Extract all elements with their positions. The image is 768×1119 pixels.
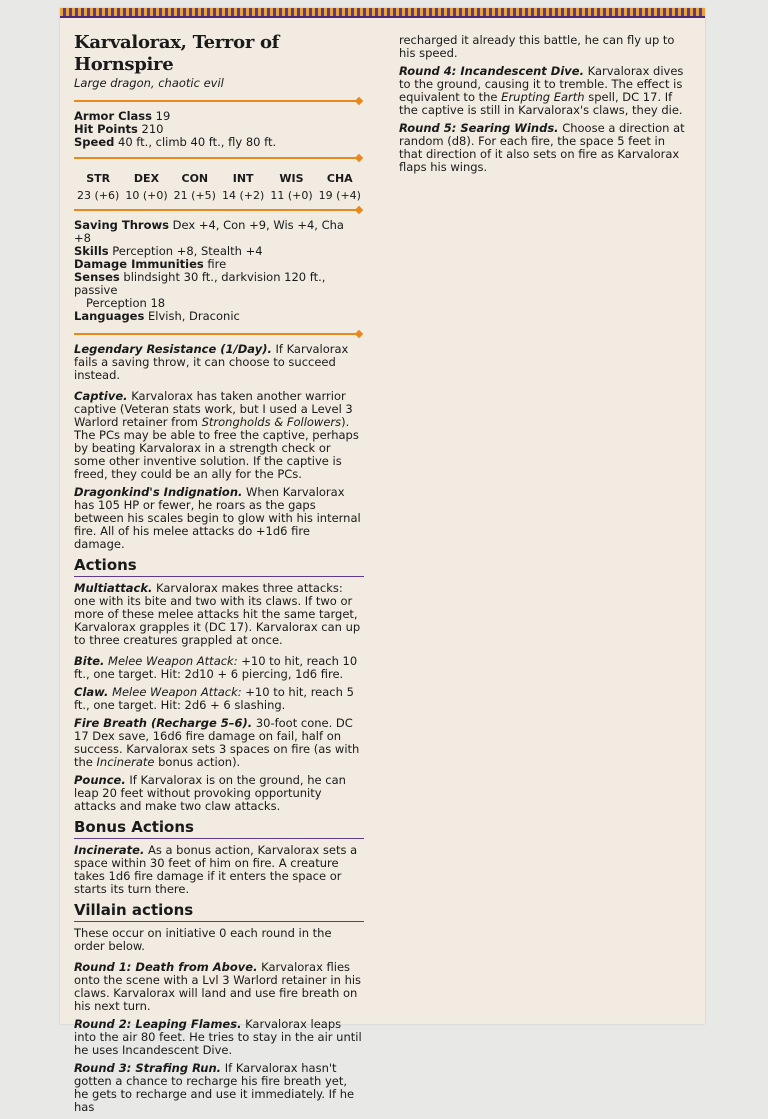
ability-dex: DEX 10 (+0) [125, 172, 168, 202]
monster-type: Large dragon, chaotic evil [74, 76, 224, 90]
trait-dragonkind-indignation: Dragonkind's Indignation. When Karvalorax has 105 HP or fewer, he roars as the gaps between his scales begin to glow with his internal fire. All of his melee attacks do +1d6 fire damage. [74, 485, 361, 551]
trait-legendary-resistance: Legendary Resistance (1/Day). If Karvalorax fails a saving throw, it can choose to succeed instead. [74, 342, 349, 382]
ability-scores [74, 171, 364, 205]
skills: Skills Perception +8, Stealth +4 [74, 244, 263, 258]
armor-class: Armor Class 19 [74, 109, 171, 123]
damage-immunities: Damage Immunities fire [74, 257, 227, 271]
left-column [74, 32, 364, 1119]
villain-intro: These occur on initiative 0 each round in the order below. [74, 926, 332, 953]
actions-heading: Actions [74, 556, 364, 577]
villain-round-4: Round 4: Incandescent Dive. Karvalorax dives to the ground, causing it to tremble. The effect is equivalent to the Erupting Earth spell, DC 17. If the captive is still in Karvalorax's claws, they die. [399, 64, 684, 117]
villain-round-2: Round 2: Leaping Flames. Karvalorax leaps into the air 80 feet. He tries to stay in the air until he uses Incandescent Dive. [74, 1017, 362, 1057]
action-pounce: Pounce. If Karvalorax is on the ground, he can leap 20 feet without provoking opportunity attacks and make two claw attacks. [74, 773, 346, 813]
villain-round-1: Round 1: Death from Above. Karvalorax flies onto the scene with a Lvl 3 Warlord retainer in his claws. Karvalorax will land and use fire breath on his next turn. [74, 960, 362, 1013]
trait-captive: Captive. Karvalorax has taken another warrior captive (Veteran stats work, but I used a Level 3 Warlord retainer from Strongholds & Followers). The PCs may be able to free the captive, perhaps by beating Karvalorax in a strength check or some other inventive solution. If the captive is freed, they could be an ally for the PCs. [74, 389, 359, 481]
divider-rule [74, 209, 360, 211]
right-column [399, 34, 691, 179]
divider-rule [74, 157, 360, 159]
speed: Speed 40 ft., climb 40 ft., fly 80 ft. [74, 135, 277, 149]
bonus-incinerate: Incinerate. As a bonus action, Karvalorax sets a space within 30 feet of him on fire. A creature takes 1d6 fire damage if it enters the space or starts its turn there. [74, 843, 358, 896]
villain-actions-heading: Villain actions [74, 901, 364, 922]
page-top-border [60, 8, 705, 18]
action-claw: Claw. Melee Weapon Attack: +10 to hit, reach 5 ft., one target. Hit: 2d6 + 6 slashing. [74, 685, 354, 712]
senses: Senses blindsight 30 ft., darkvision 120 ft., passive Perception 18 [74, 270, 326, 310]
languages: Languages Elvish, Draconic [74, 309, 240, 323]
ability-cha: CHA 19 (+4) [318, 172, 361, 202]
hit-points: Hit Points 210 [74, 122, 164, 136]
ability-con: CON 21 (+5) [173, 172, 216, 202]
action-multiattack: Multiattack. Karvalorax makes three attacks: one with its bite and two with its claws. If two or more of these melee attacks hit the same target, Karvalorax grapples it (DC 17). Karvalorax can up to three creatures grappled at once. [74, 581, 361, 647]
divider-rule [74, 333, 360, 335]
action-fire-breath: Fire Breath (Recharge 5–6). 30-foot cone. DC 17 Dex save, 16d6 fire damage on fail, half on success. Karvalorax sets 3 spaces on fire (as with the Incinerate bonus action). [74, 716, 360, 769]
villain-round-3: Round 3: Strafing Run. If Karvalorax hasn't gotten a chance to recharge his fire breath yet, he gets to recharge and use it immediately. If he has [74, 1061, 355, 1114]
villain-round-5: Round 5: Searing Winds. Choose a direction at random (d8). For each fire, the space 5 feet in that direction of it also sets on fire as Karvalorax flaps his wings. [399, 121, 685, 174]
monster-name: Karvalorax, Terror of Hornspire [74, 32, 280, 75]
action-bite: Bite. Melee Weapon Attack: +10 to hit, reach 10 ft., one target. Hit: 2d10 + 6 piercing, 1d6 fire. [74, 654, 358, 681]
villain-round-3-continued: recharged it already this battle, he can fly up to his speed. [399, 33, 675, 60]
ability-str: STR 23 (+6) [77, 172, 120, 202]
ability-wis: WIS 11 (+0) [270, 172, 313, 202]
saving-throws: Saving Throws Dex +4, Con +9, Wis +4, Cha +8 [74, 218, 344, 245]
divider-rule [74, 100, 360, 102]
document-page [60, 8, 705, 1114]
ability-int: INT 14 (+2) [222, 172, 265, 202]
bonus-actions-heading: Bonus Actions [74, 818, 364, 839]
